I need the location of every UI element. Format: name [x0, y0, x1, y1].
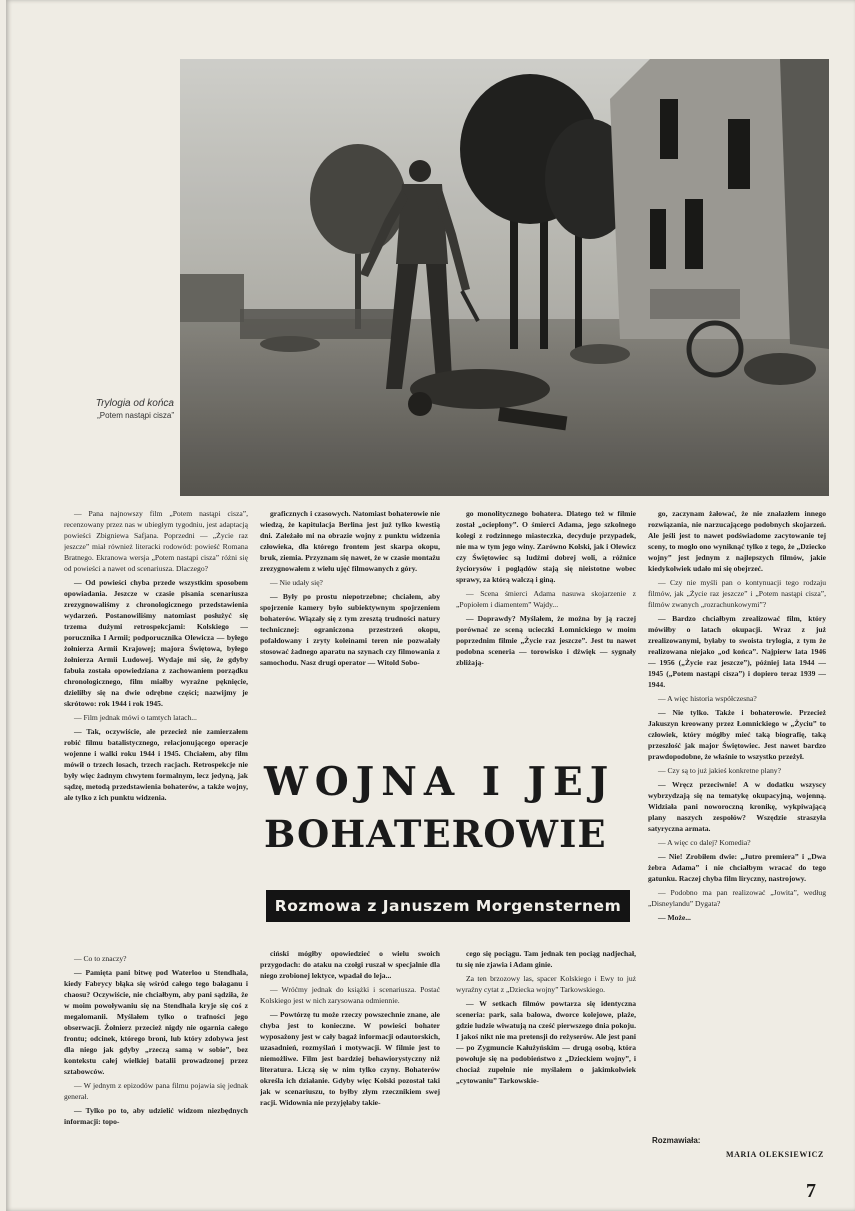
paragraph: — Powtórzę tu może rzeczy powszechnie znane, ale chyba jest to konieczne. W powieści bohater wyposażony jest w cały bagaż informacji odautorskich, uzasadnień, rozmyślań i motywacji. W filmie jest to niemożliwe. Film jest bardziej behawiorystyczny niż literatura. Liczą się w nim tylko czyny. Bohaterów określa ich działanie. Gdyby więc Kolski pozostał taki jak w scenariuszu, to byłby złym rzecznikiem swej racji. Widownia nie przyjęłaby takie- [260, 1010, 440, 1107]
paragraph: — Co to znaczy? [74, 954, 127, 963]
paragraph: — A więc historia współczesna? [658, 694, 757, 703]
column-2-bottom [260, 948, 440, 1168]
paragraph: — Nie udały się? [270, 578, 323, 587]
interview-banner: Rozmowa z Januszem Morgensternem [266, 890, 630, 922]
paragraph: cego się pociągu. Tam jednak ten pociąg nadjechał, tu się nie zjawia i Adam ginie. [456, 949, 636, 969]
interviewer-name: MARIA OLEKSIEWICZ [726, 1150, 824, 1159]
paragraph: — Scena śmierci Adama nasuwa skojarzenie z „Popiołem i diamentem” Wajdy... [456, 589, 636, 609]
paragraph: — Wróćmy jednak do książki i scenariusza. Postać Kolskiego jest w nich zarysowana odmiennie. [260, 985, 440, 1005]
column-2-top [260, 508, 440, 730]
paragraph: — Doprawdy? Myślałem, że można by ją raczej porównać ze sceną ucieczki Łomnickiego w moim poprzednim filmie „Życie raz jeszcze”. Jest tu nawet podobna sceneria — torowisko i dźwięk — sygnały zbliżają- [456, 614, 636, 667]
paragraph: go monolitycznego bohatera. Dlatego też w filmie został „ocieplony”. O śmierci Adama, jego szkolnego kolegi z rodzinnego miasteczka, decyduje przypadek, nie ma w tym jego winy. Zarówno Kolski, jak i Olewicz czy Świętowiec są ludźmi dobrej woli, a różnice życiorysów i poglądów stają się nieistotne wobec sprawy, za którą walczą i giną. [456, 509, 636, 584]
headline-line-2: BOHATEROWIE [264, 812, 607, 856]
paragraph: Za ten brzozowy las, spacer Kolskiego i Ewy to już wyraźny cytat z „Dziecka wojny” Tarkowskiego. [456, 974, 636, 994]
paragraph: — Tylko po to, aby udzielić widzom niezbędnych informacji: topo- [64, 1106, 248, 1126]
caption-title: Trylogia od końca [95, 398, 174, 409]
paragraph: ciński mógłby opowiedzieć o wielu swoich przygodach: do ataku na czołgi ruszał w specjalnie dla niego zrobionej lektyce, wpadał do leja... [260, 949, 440, 980]
paragraph: — Bardzo chciałbym zrealizować film, który mówiłby o latach okupacji. Wraz z już zrealizowanymi, byłaby to swoista trylogia, z tym że realizowana niejako „od końca”. Najpierw lata 1946 — 1956 („Życie raz jeszcze”), później lata 1944 — 1945 („Potem nastąpi cisza”) i dopiero teraz 1939 — 1944. [648, 614, 826, 689]
column-1-bottom [64, 953, 248, 1165]
paragraph: — Od powieści chyba przede wszystkim sposobem opowiadania. Jeszcze w czasie pisania scenariusza zrezygnowaliśmy z chronologicznego przedstawienia wydarzeń. Postanowiliśmy natomiast posłużyć się trzema dużymi retrospekcjami: Kolskiego — porucznika I Armii; podporucznika Olewicza — byłego żołnierza Armii Krajowej; majora Świętowa, byłego żołnierza Armii Ludowej. Wydaje mi się, że gdyby fabuła została opowiedziana z zachowaniem porządku chronologicznego, film miałby wyraźne pęknięcie, dzieliłby się na dwie odrębne części; nazwijmy je skrótowo: rok 1944 i rok 1945. [64, 578, 248, 708]
paragraph: — W jednym z epizodów pana filmu pojawia się jednak generał. [64, 1081, 248, 1101]
paragraph: — Może... [658, 913, 691, 922]
paragraph: — Czy są to już jakieś konkretne plany? [658, 766, 781, 775]
interviewer-signoff [652, 1134, 824, 1162]
paragraph: — Czy nie myśli pan o kontynuacji tego rodzaju filmów, jak „Życie raz jeszcze” i „Potem nastąpi cisza”, filmów zwanych „rozrachunkowymi”? [648, 578, 826, 609]
paragraph: — Wręcz przeciwnie! A w dodatku wszyscy wybrzydzają się na tematykę okupacyjną, wojenną. Widziała pani noworoczną kronikę, wykpiwającą plany naszych zespołów? Wszędzie straszyła satyryczna armata. [648, 780, 826, 833]
signoff-label: Rozmawiała: [652, 1136, 701, 1145]
paragraph: — Nie! Zrobiłem dwie: „Jutro premiera” i „Dwa żebra Adama” i nie chciałbym wracać do tego gatunku. Raczej chyba film liryczny, nastrojowy. [648, 852, 826, 883]
page-number: 7 [806, 1180, 816, 1202]
caption-subtitle: „Potem nastąpi cisza” [97, 411, 174, 420]
paragraph: graficznych i czasowych. Natomiast bohaterowie nie wiedzą, że kapitulacja Berlina jest już tylko kwestią dni. Zależało mi na obrazie wojny z punktu widzenia człowieka, dla którego frontem jest skarpa okopu, bruk, ziemia. Przyznam się nawet, że w czasie montażu zrezygnowałem z wielu ujęć filmowanych z góry. [260, 509, 440, 573]
paragraph: go, zaczynam żałować, że nie znalazłem innego rozwiązania, nie narzucającego podobnych skojarzeń. Ale jeśli jest to nawet podświadome zacytowanie tej sceny, to mogło ono wyniknąć tylko z tego, że „Dziecko wojny” jest jednym z najlepszych filmów, jakie kiedykolwiek udało mi się obejrzeć. [648, 509, 826, 573]
article-headline [264, 760, 634, 856]
column-4 [648, 508, 826, 1156]
paragraph: — Podobno ma pan realizować „Jowita”, według „Disneylandu” Dygata? [648, 888, 826, 908]
film-still-photo [180, 59, 829, 496]
paragraph: — Pana najnowszy film „Potem nastąpi cisza”, recenzowany przez nas w ubiegłym tygodniu, jest adaptacją powieści Zbigniewa Safjana. Poprzedni — „Życie raz jeszcze” miał również literacki rodowód: powieść Romana Bratnego. Ekranowa wersja „Potem nastąpi cisza” różni się od powieści a nawet od scenariusza. Dlaczego? [64, 509, 248, 573]
paragraph: — A więc co dalej? Komedia? [658, 838, 751, 847]
photo-caption [70, 398, 174, 422]
column-3-top [456, 508, 636, 736]
paragraph: — Nie tylko. Także i bohaterowie. Przecież Jakuszyn kreowany przez Łomnickiego w „Życiu” to człowiek, który mógłby mieć taką biografię, taką przeszłość jak major Świętowiec. Jest nawet bardzo prawdopodobne, że właśnie to wszystko przeżył. [648, 708, 826, 761]
paragraph: — W setkach filmów powtarza się identyczna sceneria: park, sala balowa, dworce kolejowe, plaże, gdzie ludzie wiwatują na cześć pierwszego dnia pokoju. I jakoś nikt nie ma pretensji do reżyserów. Ale jest pani — po Zygmuncie Kałużyńskim — drugą osobą, która powołuje się na podobieństwo z „Dzieckiem wojny”, i chociaż zupełnie nie myślałem o jakimkolwiek „cytowaniu” Tarkowskie- [456, 999, 636, 1085]
paragraph: — Film jednak mówi o tamtych latach... [74, 713, 197, 722]
film-still-illustration [180, 59, 829, 496]
paragraph: — Tak, oczywiście, ale przecież nie zamierzałem robić filmu batalistycznego, relacjonującego operacje wojenne i walki roku 1944 i 1945. Chciałem, aby film mówił o trzech losach, trzech racjach. Retrospekcje nie były więc żadnym chwytem formalnym, lecz jedyną, jak sądzę, metodą przedstawienia bohaterów, a także wojny, ale tylko z ich punktu widzenia. [64, 727, 248, 802]
headline-line-1: WOJNA I JEJ [264, 759, 616, 805]
column-3-bottom [456, 948, 636, 1168]
column-1-top [64, 508, 248, 953]
paragraph: — Były po prostu niepotrzebne; chciałem, aby spojrzenie kamery było subiektywnym spojrzeniem bohaterów. Wiązały się z tym zresztą trudności natury technicznej: ograniczona przestrzeń okopu, pofałdowany i zryty koleinami teren nie pozwalały stosować żadnego aparatu na szynach czy filmowania z samochodu. Nasz drugi operator — Witold Sobo- [260, 592, 440, 667]
paragraph: — Pamięta pani bitwę pod Waterloo u Stendhala, kiedy Fabrycy błąka się wśród całego tego bałaganu i chaosu? Oczywiście, nie chciałbym, aby pani sądziła, że w moim powoływaniu się na Stendhala kryje się coś z megalomanii. Myślałem tylko o trafności jego obserwacji. Żołnierz przecież nigdy nie ogarnia całego frontu; odcinek, którego broni, lub który zdobywa jest dla niego jak gdyby „rzeczą samą w sobie”, bez kontekstu całej wielkiej batalii prowadzonej przez sztabowców. [64, 968, 248, 1076]
